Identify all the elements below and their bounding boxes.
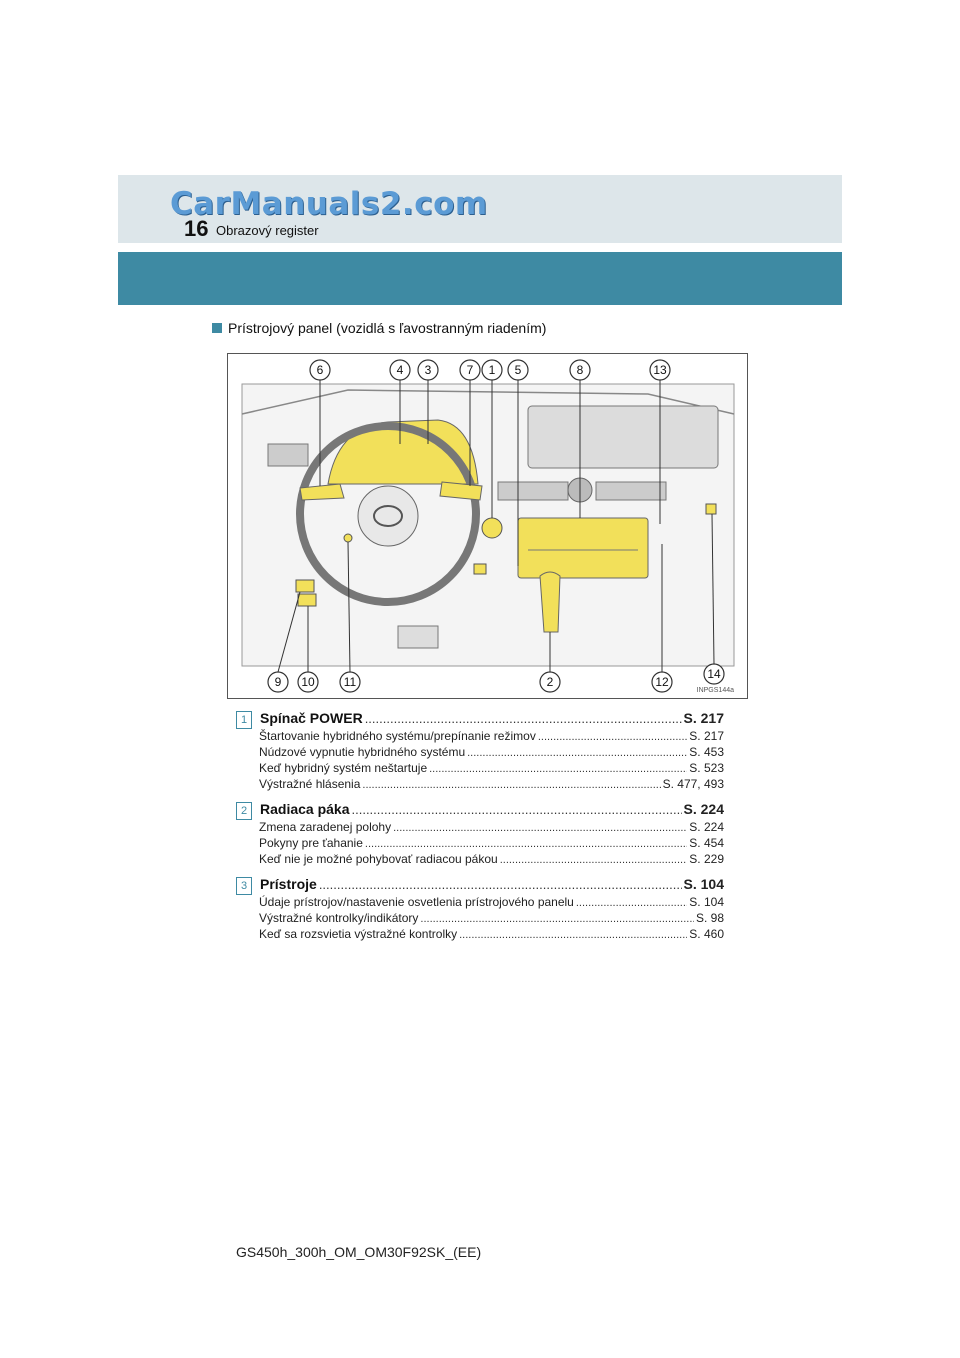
callout-label: 14 — [707, 667, 721, 681]
sub-entry-text: Zmena zaradenej polohy — [259, 820, 392, 834]
sub-entry-text: Keď nie je možné pohybovať radiacou pákou — [259, 852, 498, 866]
document-code-footer: GS450h_300h_OM_OM30F92SK_(EE) — [236, 1244, 482, 1260]
callout-label: 5 — [514, 363, 522, 377]
dot-leader — [576, 896, 687, 911]
dot-leader — [393, 821, 687, 836]
subsection-title: Prístrojový panel (vozidlá s ľavostranným riadením) — [228, 320, 547, 336]
sub-entry-page-link[interactable]: S. 454 — [689, 836, 724, 850]
callout-label: 4 — [396, 363, 404, 377]
entry-title: Radiaca páka — [260, 801, 350, 817]
watermark-logo[interactable]: CarManuals2.com — [170, 186, 488, 222]
entry-head — [236, 801, 724, 820]
entry-page-link[interactable]: S. 224 — [683, 801, 724, 817]
entry — [236, 801, 724, 868]
title-band — [118, 252, 842, 305]
dot-leader — [365, 711, 682, 726]
sub-entry — [259, 777, 724, 793]
entry — [236, 710, 724, 793]
sub-entry — [259, 836, 724, 852]
callout-label: 13 — [653, 363, 667, 377]
dot-leader — [352, 802, 682, 817]
sub-entry-page-link[interactable]: S. 453 — [689, 745, 724, 759]
callout-label: 7 — [466, 363, 474, 377]
entry-page-link[interactable]: S. 104 — [683, 876, 724, 892]
dot-leader — [467, 746, 687, 761]
page-number: 16 — [184, 216, 209, 241]
dashboard-illustration — [228, 354, 747, 698]
sub-entry — [259, 729, 724, 745]
entry-page-link[interactable]: S. 217 — [683, 710, 724, 726]
figure-code: INPGS144a — [696, 687, 734, 694]
sub-entry-text: Keď hybridný systém neštartuje — [259, 761, 428, 775]
sub-entry-page-link[interactable]: S. 217 — [689, 729, 724, 743]
sub-entry-page-link[interactable]: S. 460 — [689, 927, 724, 941]
entry-title: Prístroje — [260, 876, 317, 892]
dot-leader — [365, 837, 687, 852]
sub-entry — [259, 761, 724, 777]
sub-entry-text: Keď sa rozsvietia výstražné kontrolky — [259, 927, 458, 941]
sub-entry — [259, 852, 724, 868]
sub-entry-text: Výstražné hlásenia — [259, 777, 361, 791]
sub-entry-page-link[interactable]: S. 523 — [689, 761, 724, 775]
entry-number-badge: 2 — [236, 802, 252, 820]
sub-entry-text: Pokyny pre ťahanie — [259, 836, 363, 850]
dot-leader — [429, 762, 687, 777]
entry-head — [236, 876, 724, 895]
callout-label: 12 — [655, 675, 669, 689]
sub-entry-text: Núdzové vypnutie hybridného systému — [259, 745, 466, 759]
sub-entry-page-link[interactable]: S. 224 — [689, 820, 724, 834]
dashboard-figure — [227, 353, 748, 699]
entry-title: Spínač POWER — [260, 710, 363, 726]
section-name: Obrazový register — [216, 223, 319, 238]
callout-label: 11 — [343, 675, 357, 689]
sub-entry-page-link[interactable]: S. 229 — [689, 852, 724, 866]
sub-entry — [259, 911, 724, 927]
sub-entry-text: Údaje prístrojov/nastavenie osvetlenia prístrojového panelu — [259, 895, 574, 909]
callout-label: 3 — [424, 363, 432, 377]
dot-leader — [459, 928, 687, 943]
sub-entry — [259, 745, 724, 761]
callout-label: 9 — [274, 675, 282, 689]
entries-list — [236, 710, 724, 951]
entry-number-badge: 3 — [236, 877, 252, 895]
callout-label: 1 — [488, 363, 496, 377]
callout-label: 8 — [576, 363, 584, 377]
sub-entry — [259, 927, 724, 943]
sub-entry-text: Štartovanie hybridného systému/prepínanie režimov — [259, 729, 536, 743]
dot-leader — [319, 877, 682, 892]
entry-head — [236, 710, 724, 729]
sub-entry-page-link[interactable]: S. 98 — [695, 911, 724, 925]
sub-entry-page-link[interactable]: S. 477, 493 — [662, 777, 724, 791]
entry — [236, 876, 724, 943]
subsection-heading — [212, 320, 546, 336]
dot-leader — [500, 853, 688, 868]
callout-label: 6 — [316, 363, 324, 377]
sub-entry-page-link[interactable]: S. 104 — [689, 895, 724, 909]
callout-label: 2 — [546, 675, 554, 689]
callout-label: 10 — [301, 675, 315, 689]
sub-entry — [259, 820, 724, 836]
square-bullet-icon — [212, 323, 222, 333]
sub-entry-text: Výstražné kontrolky/indikátory — [259, 911, 419, 925]
dot-leader — [420, 912, 694, 927]
dot-leader — [362, 778, 660, 793]
sub-entry — [259, 895, 724, 911]
dot-leader — [538, 730, 687, 745]
entry-number-badge: 1 — [236, 711, 252, 729]
